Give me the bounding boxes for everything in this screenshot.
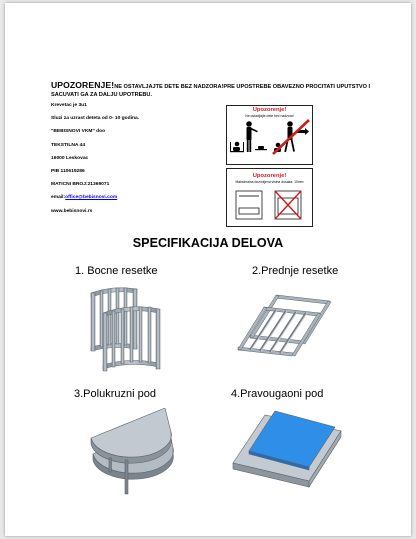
website-line: www.bebisnovi.rs — [51, 208, 93, 214]
warning-title: UPOZORENJE! — [51, 80, 115, 90]
mattress-warning-sign — [226, 168, 313, 227]
mattress-pictogram-icon — [227, 186, 312, 226]
curved-side-rails-illustration — [73, 285, 173, 377]
info-line: MATICNI BROJ:21369071 — [51, 182, 110, 188]
info-line: Krevetac je 3u1 — [51, 103, 87, 108]
warning-heading — [51, 81, 381, 99]
info-line: Sluzi za uzrast deteta od 0- 10 godina. — [51, 116, 140, 122]
sign-subtitle: Maksimalna dozvoljena visina dusaka: 10mm — [235, 180, 304, 184]
front-rails-illustration — [230, 293, 340, 365]
document-page — [5, 3, 411, 536]
email-line — [51, 195, 221, 208]
company-info — [51, 103, 221, 222]
info-line: PIB 110619286 — [51, 168, 85, 174]
part-label: 4.Pravougaoni pod — [231, 388, 324, 400]
warning-text: NE OSTAVLJAJTE DETE BEZ NADZORA!PRE UPOSTREBE OBAVEZNO PROCITATI UPUTSTVO I SACUVATI GA ZA DALJU UPOTREBU. — [51, 84, 371, 98]
supervision-warning-sign — [226, 105, 313, 165]
info-line: TEKSTILNA 44 — [51, 142, 86, 148]
sign-title: Upozorenje! — [252, 107, 287, 113]
semicircle-floor-illustration — [87, 408, 179, 496]
part-label: 2.Prednje resetke — [252, 265, 339, 277]
section-title: SPECIFIKACIJA DELOVA — [132, 236, 284, 250]
sign-subtitle: Ne ostavljajte dete bez nadzora! — [245, 114, 294, 118]
part-label: 3.Polukruzni pod — [74, 388, 156, 400]
email-link[interactable]: office@bebisnovi.com — [65, 195, 118, 201]
supervision-pictogram-icon — [227, 118, 312, 164]
sign-title: Upozorenje! — [252, 173, 287, 179]
email-label: email: — [51, 195, 66, 201]
info-line: "BEBISNOVI VKM" doo — [51, 129, 106, 135]
info-line: 16000 Leskovac — [51, 155, 89, 161]
part-label: 1. Bocne resetke — [75, 265, 158, 277]
rectangular-floor-illustration — [231, 409, 343, 491]
